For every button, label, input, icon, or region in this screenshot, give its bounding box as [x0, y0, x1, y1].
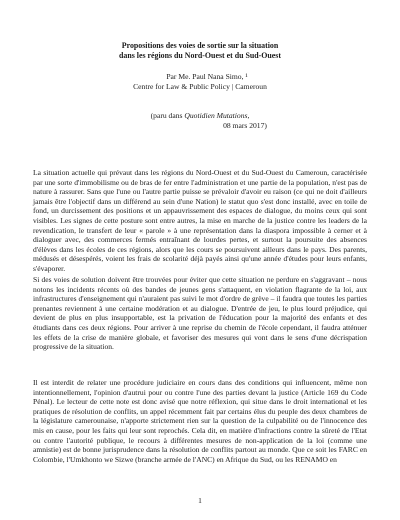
title-line-1: Propositions des voies de sortie sur la situation	[121, 41, 279, 50]
byline	[40, 72, 360, 92]
document-title	[40, 41, 360, 61]
publication-date: 08 mars 2017)	[223, 120, 267, 130]
paragraph-2: Si des voies de solution doivent être trouvées pour éviter que cette situation ne perdure en s'aggravant – nous notons les incidents récents où des bandes de jeunes gens s'attaquent, en violation flagrante de la loi, aux infrastructures d'enseignement qui n'auraient pas suivi le mot d'ordre de grève – il faudra que toutes les parties prenantes reviennent à une certaine modération et au dialogue. D'entrée de jeu, le plus lourd préjudice, qui devient de plus en plus insupportable, est la privation de l'éducation pour la majorité des enfants et des étudiants dans ces deux régions. Pour arriver à une reprise du chemin de l'école cependant, il faudra atténuer les effets de la crise de manière globale, et favoriser des mesures qui vont dans le sens d'une décrispation progressive de la situation.	[33, 275, 367, 352]
publication-suffix: ,	[247, 111, 250, 120]
paragraph-1: La situation actuelle qui prévaut dans les régions du Nord-Ouest et du Sud-Ouest du Cameroun, caractérisée par une sorte d'immobilisme ou de bras de fer entre l'administration et une partie de la population, n'est pas de nature à rassurer. Sans que l'une ou l'autre partie puisse se prévaloir d'avoir eu raison (ce qui ne doit d'ailleurs jamais être l'objectif dans un différend au sein d'une Nation) le statut quo s'est donc installé, avec en toile de fond, un durcissement des positions et un appauvrissement des espaces de dialogue, du moins ceux qui sont visibles. Les signes de cette posture sont entre autres, la mise en marche de la justice contre les leaders de la revendication, le transfert de leur « parole » à une représentation dans la diaspora impossible à cerner et à dialoguer avec, des commerces fermés entraînant de lourdes pertes, et surtout la poursuite des absences d'élèves dans les écoles de ces régions, alors que les cours se poursuivent ailleurs dans le pays. Des parents, médusés et désespérés, voient les frais de scolarité déjà payés ainsi qu'une année d'études pour leurs enfants, s'évaporer.	[33, 168, 367, 273]
paragraph-3: Il est interdit de relater une procédure judiciaire en cours dans des conditions qui influencent, même non intentionnellement, l'opinion d'autrui pour ou contre l'une des parties devant la justice (Article 169 du Code Pénal). Le lecteur de cette note est donc avisé que notre réflexion, qui situe dans le droit international et les pratiques de résolution de conflits, un appel récemment fait par certains élus du peuple des deux chambres de la législature camerounaise, n'apporte strictement rien sur la question de la culpabilité ou de l'innocence des mis en cause, pour les faits qui leur sont reprochés. Cela dit, en matière d'infractions contre la sûreté de l'Etat ou contre l'autorité publique, le recours à différentes mesures de non-application de la loi (comme une amnistie) est de bonne jurisprudence dans la résolution de conflits partout au monde. Que ce soit les FARC en Colombie, l'Umkhonto we Sizwe (branche armée de l'ANC) en Afrique du Sud, ou les RENAMO en	[33, 378, 367, 464]
publication-source: Quotidien Mutations	[184, 111, 248, 120]
affiliation: Centre for Law & Public Policy | Cameroun	[133, 81, 267, 91]
publication-note	[40, 111, 360, 131]
publication-prefix: (paru dans	[150, 111, 185, 120]
author: Par Me. Paul Nana Simo, ¹	[166, 72, 248, 81]
title-line-2: dans les régions du Nord-Ouest et du Sud-Ouest	[118, 51, 281, 60]
page-bottom-edge	[0, 508, 400, 520]
publication-source-line	[40, 111, 360, 121]
page-number: 1	[198, 496, 202, 505]
